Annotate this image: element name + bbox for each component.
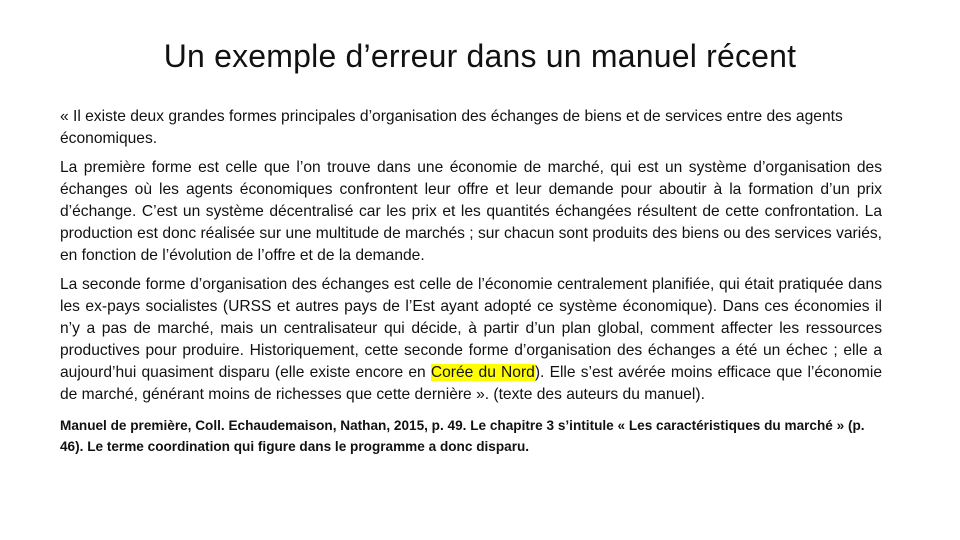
planned-economy-text-end: ). Elle s’est avérée moins efficace que l’économie de marché, générant moins de richesses que cette dernière ». (texte des auteurs du manuel). bbox=[60, 364, 882, 403]
planned-economy-text-start: La seconde forme d’organisation des échanges est celle de l’économie centralement planifiée, qui était pratiquée dans les ex-pays socialistes (URSS et autres pays de l’Est ayant adopté ce système économique). Dans ces économies il n’y a pas de marché, mais un centralisateur qui décide, à partir d’un plan global, comment affecter les ressources productives pour produire. Historiquement, cette seconde forme d’organisation des échanges a été un échec ; elle a aujourd’hui quasiment disparu (elle existe encore en bbox=[60, 276, 882, 381]
highlighted-country: Corée du Nord bbox=[430, 364, 535, 381]
slide-title: Un exemple d’erreur dans un manuel récent bbox=[163, 38, 797, 74]
market-economy-paragraph: La première forme est celle que l’on trouve dans une économie de marché, qui est un système d’organisation des échanges où les agents économiques confrontent leur offre et leur demande pour aboutir à la formation d’un prix d’échange. C’est un système décentralisé car les prix et les quantités échangées résultent de cette confrontation. La production est donc réalisée sur une multitude de marchés ; sur chacun sont produits des biens ou des services variés, en fonction de l’évolution de l’offre et de la demande. bbox=[60, 159, 882, 264]
planned-economy-paragraph bbox=[60, 274, 882, 406]
source-citation: Manuel de première, Coll. Echaudemaison, Nathan, 2015, p. 49. Le chapitre 3 s’intitule « Les caractéristiques du marché » (p. 46). Le terme coordination qui figure dans le programme a donc disparu. bbox=[60, 418, 865, 454]
intro-paragraph: « Il existe deux grandes formes principales d’organisation des échanges de biens et de services entre des agents économiques. bbox=[60, 108, 843, 147]
slide-body bbox=[60, 106, 882, 471]
